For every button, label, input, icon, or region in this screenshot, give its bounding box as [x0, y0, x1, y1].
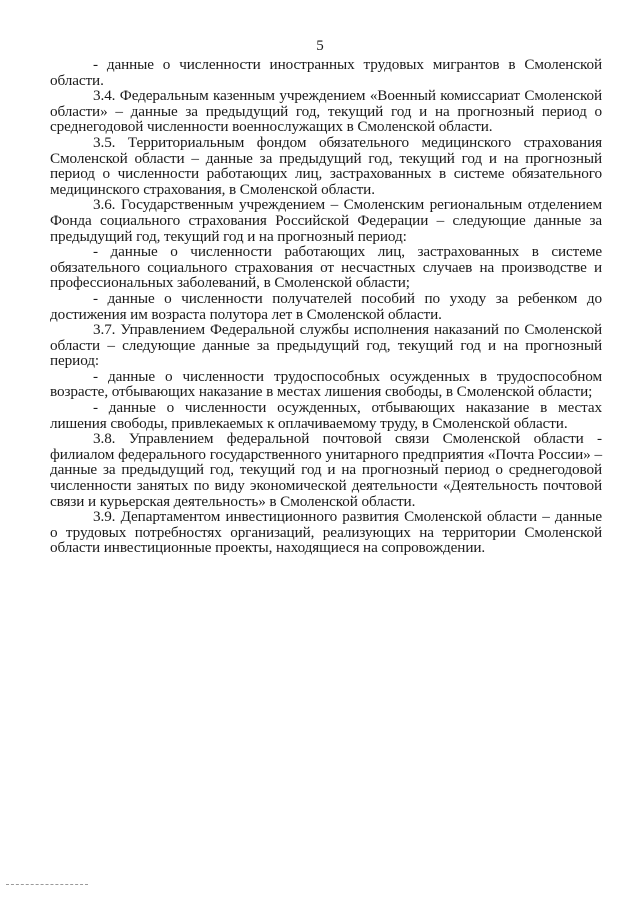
paragraph-migrants: - данные о численности иностранных трудовых мигрантов в Смоленской области.	[50, 56, 602, 89]
paragraph-3-7-item-1: - данные о численности трудоспособных осужденных в трудоспособном возрасте, отбывающих наказание в местах лишения свободы, в Смоленской области;	[50, 367, 602, 401]
paragraph-3-4: 3.4. Федеральным казенным учреждением «Военный комиссариат Смоленской области» – данные за предыдущий год, текущий год и на прогнозный период о среднегодовой численности военнослужащих в Смоленской области.	[50, 87, 602, 136]
document-body	[50, 57, 602, 556]
paragraph-3-6-item-2: - данные о численности получателей пособий по уходу за ребенком до достижения им возраста полутора лет в Смоленской области.	[50, 289, 602, 323]
page-number: 5	[316, 38, 324, 54]
paragraph-3-9: 3.9. Департаментом инвестиционного развития Смоленской области – данные о трудовых потребностях организаций, реализующих на территории Смоленской области инвестиционные проекты, находящиеся на сопровождении.	[50, 508, 602, 557]
paragraph-3-6-item-1: - данные о численности работающих лиц, застрахованных в системе обязательного социального страхования от несчастных случаев на производстве и профессиональных заболеваний, в Смоленской области;	[50, 243, 602, 292]
paragraph-3-6: 3.6. Государственным учреждением – Смоленским региональным отделением Фонда социального страхования Российской Федерации – следующие данные за предыдущий год, текущий год и на прогнозный период:	[50, 196, 602, 245]
paragraph-3-8: 3.8. Управлением федеральной почтовой связи Смоленской области - филиалом федерального государственного унитарного предприятия «Почта России» – данные за предыдущий год, текущий год и на прогнозный период о среднегодовой численности занятых по виду экономической деятельности «Деятельность почтовой связи и курьерская деятельность» в Смоленской области.	[50, 430, 602, 510]
footer-divider	[6, 884, 88, 885]
paragraph-3-7: 3.7. Управлением Федеральной службы исполнения наказаний по Смоленской области – следующие данные за предыдущий год, текущий год и на прогнозный период:	[50, 321, 602, 370]
paragraph-3-7-item-2: - данные о численности осужденных, отбывающих наказание в местах лишения свободы, привлекаемых к оплачиваемому труду, в Смоленской области.	[50, 399, 602, 432]
paragraph-3-5: 3.5. Территориальным фондом обязательного медицинского страхования Смоленской области – данные за предыдущий год, текущий год и на прогнозный период о численности работающих лиц, застрахованных в системе обязательного медицинского страхования, в Смоленской области.	[50, 133, 602, 198]
